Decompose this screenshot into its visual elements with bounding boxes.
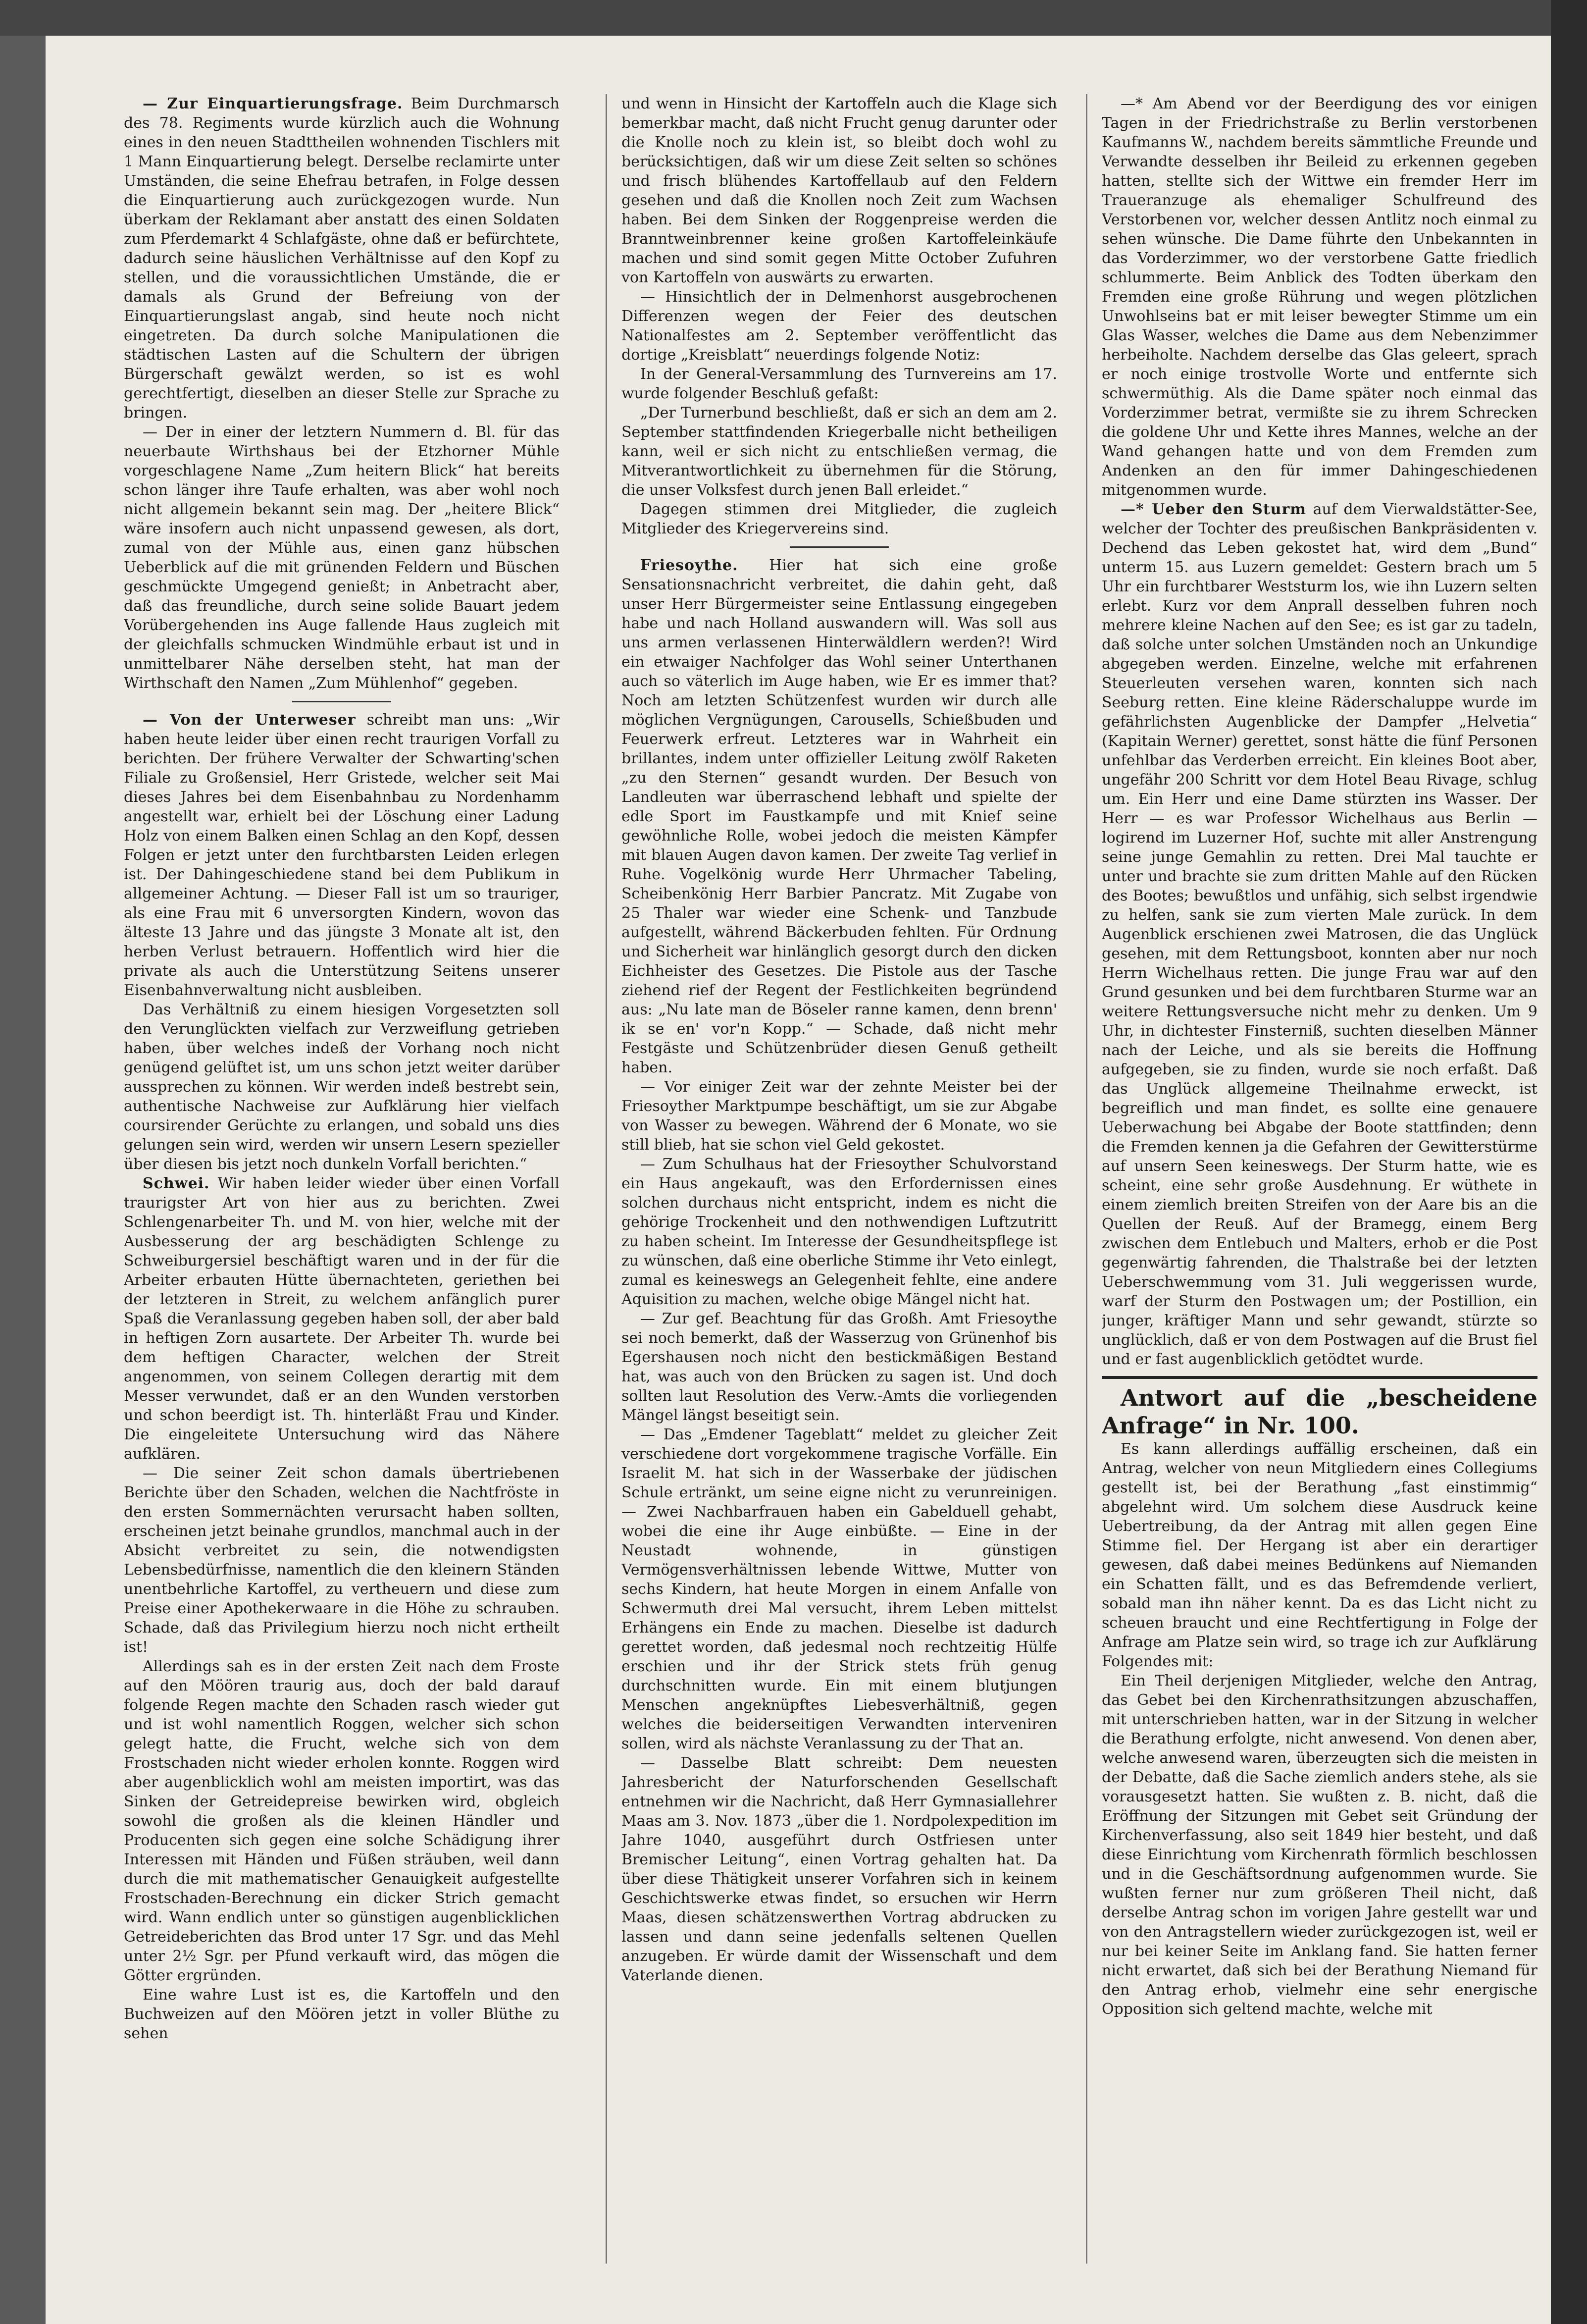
article-paragraph: „Der Turnerbund beschließt, daß er sich an dem am 2. September stattfindenden Kriegerballe nicht betheiligen kann, weil er sich nicht zu entschließen vermag, die Mitverantwortlichkeit zu übernehmen für die Störung, die unser Volksfest durch jenen Ball erleidet.“ bbox=[621, 404, 1057, 499]
article-paragraph: — Zur Einquartierungsfrage. Beim Durchmarsch des 78. Regiments wurde kürzlich auch die Wohnung eines in den neuen Stadttheilen wohnenden Tischlers mit 1 Mann Einquartierung belegt. Derselbe reclamirte unter Umständen, die seine Ehefrau betrafen, in Folge dessen die Einquartierung auch zurückgezogen wurde. Nun überkam der Reklamant aber anstatt des einen Soldaten zum Pferdemarkt 4 Schlafgäste, ohne daß er befürchtete, dadurch seine häuslichen Verhältnisse auf den Kopf zu stellen, und die voraussichtlichen Umstände, die er damals als Grund der Befreiung von der Einquartierungslast angab, sind heute noch nicht eingetreten. Da durch solche Manipulationen die städtischen Lasten auf die Schultern der übrigen Bürgerschaft gewälzt werden, so ist es wohl gerechtfertigt, dieselben an dieser Stelle zur Sprache zu bringen. bbox=[124, 95, 560, 422]
article-paragraph: — Der in einer der letztern Nummern d. Bl. für das neuerbaute Wirthshaus bei der Etzhorner Mühle vorgeschlagene Name „Zum heitern Blick“ hat bereits schon länger ihre Taufe erhalten, was aber wohl noch nicht allgemein bekannt sein mag. Der „heitere Blick“ wäre insofern auch nicht unpassend gewesen, als dort, zumal von der Mühle aus, einen ganz hübschen Ueberblick auf die mit grünenden Feldern und Büschen geschmückte Umgegend genießt; in Anbetracht aber, daß das freundliche, durch seine solide Bauart jedem Vorübergehenden ins Auge fallende Haus zugleich mit der gleichfalls schmucken Windmühle erbaut ist und in unmittelbarer Nähe derselben steht, hat man der Wirthschaft den Namen „Zum Mühlenhof“ gegeben. bbox=[124, 423, 560, 692]
separator bbox=[292, 701, 391, 702]
scan-right-edge bbox=[1551, 0, 1587, 2324]
article-paragraph: — Vor einiger Zeit war der zehnte Meister bei der Friesoyther Marktpumpe beschäftigt, um sie zur Abgabe von Wasser zu bewegen. Während der 6 Monate, wo sie still blieb, hat sie schon viel Geld gekostet. bbox=[621, 1078, 1057, 1154]
article-paragraph: Ein Theil derjenigen Mitglieder, welche den Antrag, das Gebet bei den Kirchenrathsitzungen abzuschaffen, mit unterschrieben hatten, war in der Sitzung in welcher die Berathung erfolgte, nicht anwesend. Von denen aber, welche anwesend waren, überzeugten sich die meisten in der Debatte, daß die Sache ziemlich anders stehe, als sie vorausgesetzt hatten. Sie wußten z. B. nicht, daß die Eröffnung der Sitzungen mit Gebet seit Gründung der Kirchenverfassung, also seit 1849 hier besteht, und daß diese Einrichtung vom Kirchenrath förmlich beschlossen und in die Geschäftsordnung aufgenommen wurde. Sie wußten ferner nur zum größeren Theil nicht, daß derselbe Antrag schon im vorigen Jahre gestellt war und von den Antragstellern wieder zurückgezogen ist, weil er nur bei keiner Seite im Anklang fand. Sie hatten ferner nicht erwartet, daß sich bei der Berathung Niemand für den Antrag erhob, vielmehr eine sehr energische Opposition sich geltend machte, welche mit bbox=[1102, 1672, 1537, 2018]
article-paragraph: — Von der Unterweser schreibt man uns: „Wir haben heute leider über einen recht traurigen Vorfall zu berichten. Der frühere Verwalter der Schwarting'schen Filiale zu Großensiel, Herr Gristede, welcher seit Mai dieses Jahres bei dem Eisenbahnbau zu Nordenhamm angestellt war, erhielt bei der Löschung einer Ladung Holz von einem Balken einen Schlag an den Kopf, dessen Folgen er jetzt unter den furchtbarsten Leiden erlegen ist. Der Dahingeschiedene stand bei dem Publikum in allgemeiner Achtung. — Dieser Fall ist um so trauriger, als eine Frau mit 6 unversorgten Kindern, wovon das älteste 13 Jahre und das jüngste 3 Monate alt ist, den herben Verlust betrauern. Hoffentlich wird hier die private als auch die Unterstützung Seitens unserer Eisenbahnverwaltung nicht ausbleiben. bbox=[124, 711, 560, 999]
article-paragraph: — Zur gef. Beachtung für das Großh. Amt Friesoythe sei noch bemerkt, daß der Wasserzug von Grünenhof bis Egershausen noch nicht den bestickmäßigen Bestand hat, was auch von den Brücken zu sagen ist. Und doch sollten laut Resolution des Verw.-Amts die vorliegenden Mängel längst beseitigt sein. bbox=[621, 1310, 1057, 1424]
scan-top-edge bbox=[0, 0, 1587, 36]
article-paragraph: In der General-Versammlung des Turnvereins am 17. wurde folgender Beschluß gefaßt: bbox=[621, 366, 1057, 402]
article-paragraph: Friesoythe. Hier hat sich eine große Sensationsnachricht verbreitet, die dahin geht, daß unser Herr Bürgermeister seine Entlassung eingegeben habe und nach Holland auswandern will. Was soll aus uns armen verlassenen Hinterwäldlern werden?! Wird ein etwaiger Nachfolger das Wohl seiner Unterthanen auch so väterlich im Auge haben, wie Er es immer that? Noch am letzten Schützenfest wurden wir durch alle möglichen Vergnügungen, Carousells, Schießbuden und Feuerwerk erfreut. Letzteres war in Wahrheit ein brillantes, indem unter offizieller Leitung zwölf Raketen „zu den Sternen“ gesandt wurden. Der Besuch von Landleuten war überraschend lebhaft und spielte der edle Sport im Faustkampfe und mit Knief seine gewöhnliche Rolle, wobei jedoch die meisten Kämpfer mit blauen Augen davon kamen. Der zweite Tag verlief in Ruhe. Vogelkönig wurde Herr Uhrmacher Tabeling, Scheibenkönig Herr Barbier Pancratz. Mit Zugabe von 25 Thaler war wieder eine Schenk- und Tanzbude aufgestellt, während Bäckerbuden fehlten. Für Ordnung und Sicherheit war hinlänglich gesorgt durch den dicken Eichheister des Gesetzes. Die Pistole aus der Tasche ziehend rief der Regent der Festlichkeiten begründend aus: „Nu late man de Böseler ranne kamen, denn brenn' ik se en' vor'n Kopp.“ — Schade, daß nicht mehr Festgäste und Schützenbrüder diesen Genuß getheilt haben. bbox=[621, 557, 1057, 1076]
section-rule bbox=[1102, 1376, 1537, 1379]
article-paragraph: — Die seiner Zeit schon damals übertriebenen Berichte über den Schaden, welchen die Nachtfröste in den ersten Sommernächten verursacht haben sollten, erscheinen jetzt beinahe grundlos, manchmal auch in der Absicht verbreitet zu sein, die notwendigsten Lebensbedürfnisse, namentlich die den kleinern Ständen unentbehrliche Kartoffel, zu vertheuern und diese zum Preise einer Apothekerwaare in die Höhe zu schrauben. Schade, daß das Privilegium hierzu noch nicht ertheilt ist! bbox=[124, 1465, 560, 1656]
answer-title: Antwort auf die „bescheidene Anfrage“ in Nr. 100. bbox=[1102, 1384, 1537, 1439]
column-1 bbox=[124, 94, 560, 2264]
column-3 bbox=[1102, 94, 1537, 2264]
article-paragraph: — Zum Schulhaus hat der Friesoyther Schulvorstand ein Haus angekauft, was den Erfordernissen eines solchen durchaus nicht entspricht, indem es nicht die gehörige Trockenheit und den nothwendigen Luftzutritt zu haben scheint. Im Interesse der Gesundheitspflege ist zu wünschen, daß eine oberliche Stimme ihr Veto einlegt, zumal es keineswegs an Gelegenheit fehlte, eine andere Aquisition zu machen, welche obige Mängel nicht hat. bbox=[621, 1156, 1057, 1308]
column-rule bbox=[606, 94, 607, 2264]
article-paragraph: —* Am Abend vor der Beerdigung des vor einigen Tagen in der Friedrichstraße zu Berlin verstorbenen Kaufmanns W., nachdem bereits sämmtliche Freunde und Verwandte desselben ihr Beileid zu erkennen gegeben hatten, stellte sich der Wittwe ein fremder Herr im Traueranzuge als ehemaliger Schulfreund des Verstorbenen vor, welcher dessen Antlitz noch einmal zu sehen wünsche. Die Dame führte den Unbekannten in das Vorderzimmer, wo der verstorbene Gatte friedlich schlummerte. Beim Anblick des Todten überkam den Fremden eine große Rührung und wegen plötzlichen Unwohlseins bat er mit leiser bewegter Stimme um ein Glas Wasser, welches die Dame aus dem Nebenzimmer herbeiholte. Nachdem derselbe das Glas geleert, sprach er noch einige trostvolle Worte und entfernte sich schwermüthig. Als die Dame später noch einmal das Vorderzimmer betrat, vermißte sie zu ihrem Schrecken die goldene Uhr und Kette ihres Mannes, welche an der Wand gehangen hatte und von dem Fremden zum Andenken an den für immer Dahingeschiedenen mitgenommen wurde. bbox=[1102, 95, 1537, 499]
column-rule bbox=[1086, 94, 1087, 2264]
article-paragraph: — Hinsichtlich der in Delmenhorst ausgebrochenen Differenzen wegen der Feier des deutschen Nationalfestes am 2. September veröffentlicht das dortige „Kreisblatt“ neuerdings folgende Notiz: bbox=[621, 288, 1057, 364]
article-paragraph: —* Ueber den Sturm auf dem Vierwaldstätter-See, welcher der Tochter des preußischen Bankpräsidenten v. Dechend das Leben gekostet hat, wird dem „Bund“ unterm 15. aus Luzern gemeldet: Gestern brach um 5 Uhr ein furchtbarer Weststurm los, wie ihn Luzern selten erlebt. Kurz vor dem Anprall desselben fuhren noch mehrere kleine Nachen auf den See; es ist gar zu tadeln, daß solche unter solchen Umständen noch an Unkundige abgegeben werden. Einzelne, welche mit erfahrenen Steuerleuten versehen waren, konnten sich nach Seeburg retten. Eine kleine Räderschaluppe wurde im gefährlichsten Augenblicke der Dampfer „Helvetia“ (Kapitain Werner) gerettet, sonst hätte die fünf Personen unfehlbar das Verderben erreicht. Ein kleines Boot aber, ungefähr 200 Schritt vor dem Hotel Beau Rivage, schlug um. Ein Herr und eine Dame stürzten ins Wasser. Der Herr — es war Professor Wichelhaus aus Berlin — logirend im Luzerner Hof, suchte mit aller Anstrengung seine junge Gemahlin zu retten. Drei Mal tauchte er unter und brachte sie zum dritten Mahle auf den Rücken des Bootes; bewußtlos und unfähig, sich selbst irgendwie zu helfen, sank sie zum vierten Male zurück. In dem Augenblick erschienen zwei Matrosen, die das Unglück gesehen, mit dem Rettungsboot, konnten aber nur noch Herrn Wichelhaus retten. Die junge Frau war auf den Grund gesunken und bei dem furchtbaren Sturme war an weitere Rettungsversuche nicht mehr zu denken. Um 9 Uhr, in dichtester Finsterniß, suchten dieselben Männer nach der Leiche, und als sie bereits die Hoffnung aufgegeben, sie zu finden, wurde sie noch erfaßt. Daß das Unglück allgemeine Theilnahme erweckt, ist begreiflich und man findet, es sollte eine genauere Ueberwachung bei Abgabe der Boote stattfinden; denn die Fremden kennen ja die Gefahren der Gewitterstürme auf unsern Seen keineswegs. Der Sturm hatte, wie es scheint, eine sehr große Ausdehnung. Er wüthete in einem ziemlich breiten Streifen von der Aare bis an die Quellen der Reuß. Auf der Bramegg, einem Berg zwischen dem Entlebuch und Malters, erhob er die Post gegenwärtig fahrenden, die Thalstraße bei der letzten Ueberschwemmung vom 31. Juli weggerissen wurde, warf der Sturm den Postwagen um; der Postillion, ein junger, kräftiger Mann und sehr gewandt, stürzte so unglücklich, daß er von dem Postwagen auf die Brust fiel und er fast augenblicklich getödtet wurde. bbox=[1102, 501, 1537, 1368]
column-2 bbox=[621, 94, 1057, 2264]
article-paragraph: Es kann allerdings auffällig erscheinen, daß ein Antrag, welcher von neun Mitgliedern eines Collegiums gestellt ist, bei der Berathung „fast einstimmig“ abgelehnt wird. Um solchem diese Ausdruck keine Uebertreibung, da der Antrag mit allen gegen Eine Stimme fiel. Der Hergang ist aber ein derartiger gewesen, daß dabei meines Bedünkens auf Niemanden ein Schatten fällt, und es das Befremdende verliert, sobald man ihn näher kennt. Da es das Licht nicht zu scheuen braucht und eine Rechtfertigung in Folge der Anfrage am Platze sein wird, so trage ich zur Aufklärung Folgendes mit: bbox=[1102, 1440, 1537, 1670]
article-paragraph: Das Verhältniß zu einem hiesigen Vorgesetzten soll den Verunglückten vielfach zur Verzweiflung getrieben haben, über welches indeß der Vorhang noch nicht genügend gelüftet ist, um uns schon jetzt weiter darüber aussprechen zu können. Wir werden indeß bestrebt sein, authentische Nachweise zur Aufklärung hier vielfach coursirender Gerüchte zu erlangen, und sobald uns dies gelungen sein wird, werden wir unsern Lesern spezieller über diesen bis jetzt noch dunkeln Vorfall berichten.“ bbox=[124, 1001, 560, 1173]
article-paragraph: Dagegen stimmen drei Mitglieder, die zugleich Mitglieder des Kriegervereins sind. bbox=[621, 501, 1057, 537]
article-paragraph: Allerdings sah es in der ersten Zeit nach dem Froste auf den Möören traurig aus, doch der bald darauf folgende Regen machte den Schaden rasch wieder gut und ist wohl namentlich Roggen, welcher sich schon gelegt hatte, die Frucht, welche sich von dem Frostschaden nicht wieder erholen konnte. Roggen wird aber augenblicklich wohl am meisten importirt, was das Sinken der Getreidepreise bewirken wird, obgleich sowohl die großen als die kleinen Händler und Producenten sich gegen eine solche Schädigung ihrer Interessen mit Händen und Füßen sträuben, weil dann durch die mit mathematischer Genauigkeit aufgestellte Frostschaden-Berechnung ein dicker Strich gemacht wird. Wann endlich unter so günstigen augenblicklichen Getreideberichten das Brod unter 17 Sgr. und das Mehl unter 2½ Sgr. per Pfund verkauft wird, das mögen die Götter ergründen. bbox=[124, 1658, 560, 1984]
article-paragraph: und wenn in Hinsicht der Kartoffeln auch die Klage sich bemerkbar macht, daß nicht Frucht genug darunter oder die Knolle noch zu klein ist, so bleibt doch wohl zu berücksichtigen, daß wir um diese Zeit selten so schönes und frisch blühendes Kartoffellaub auf den Feldern gesehen und daß die Knollen noch Zeit zum Wachsen haben. Bei dem Sinken der Roggenpreise werden die Branntweinbrenner keine großen Kartoffeleinkäufe machen und sind somit gegen Mitte October Zufuhren von Kartoffeln von auswärts zu erwarten. bbox=[621, 95, 1057, 286]
article-paragraph: Eine wahre Lust ist es, die Kartoffeln und den Buchweizen auf den Möören jetzt in voller Blüthe zu sehen bbox=[124, 1986, 560, 2042]
article-paragraph: — Dasselbe Blatt schreibt: Dem neuesten Jahresbericht der Naturforschenden Gesellschaft entnehmen wir die Nachricht, daß Herr Gymnasiallehrer Maas am 3. Nov. 1873 „über die 1. Nordpolexpedition im Jahre 1040, ausgeführt durch Ostfriesen unter Bremischer Leitung“, einen Vortrag gehalten hat. Da über diese Thätigkeit unserer Vorfahren sich in keinem Geschichtswerke etwas findet, so ersuchen wir Herrn Maas, diesen schätzenswerthen Vortrag abdrucken zu lassen und dann seine jedenfalls seltenen Quellen anzugeben. Er würde damit der Wissenschaft und dem Vaterlande dienen. bbox=[621, 1754, 1057, 1984]
separator bbox=[790, 546, 889, 548]
article-paragraph: — Das „Emdener Tageblatt“ meldet zu gleicher Zeit verschiedene dort vorgekommene tragische Vorfälle. Ein Israelit M. hat sich in der Wasserbake der jüdischen Schule ertränkt, um seine eigne nicht zu verunreinigen. — Zwei Nachbarfrauen haben ein Gabelduell gehabt, wobei die eine ihr Auge einbüßte. — Eine in der Neustadt wohnende, in günstigen Vermögensverhältnissen lebende Wittwe, Mutter von sechs Kindern, hat heute Morgen in einem Anfalle von Schwermuth drei Mal versucht, ihrem Leben mittelst Erhängens ein Ende zu machen. Dieselbe ist dadurch gerettet worden, daß jedesmal noch rechtzeitig Hülfe erschien und ihr der Strick stets früh genug durchschnitten wurde. Ein mit einem blutjungen Menschen angeknüpftes Liebesverhältniß, gegen welches die beiderseitigen Verwandten interveniren sollen, wird als nächste Veranlassung zu der That an. bbox=[621, 1426, 1057, 1752]
article-paragraph: Schwei. Wir haben leider wieder über einen Vorfall traurigster Art von hier aus zu berichten. Zwei Schlengenarbeiter Th. und M. von hier, welche mit der Ausbesserung der arg beschädigten Schlenge zu Schweiburgersiel beschäftigt waren und in der für die Arbeiter erbauten Hütte übernachteten, geriethen bei der letzteren in Streit, zu welchem anfänglich purer Spaß die Veranlassung gegeben haben soll, der aber bald in heftigen Zorn ausartete. Der Arbeiter Th. wurde bei dem heftigen Character, welchen der Streit angenommen, von seinem Collegen derartig mit dem Messer verwundet, daß er an den Wunden verstorben und schon beerdigt ist. Th. hinterläßt Frau und Kinder. Die eingeleitete Untersuchung wird das Nähere aufklären. bbox=[124, 1175, 560, 1463]
